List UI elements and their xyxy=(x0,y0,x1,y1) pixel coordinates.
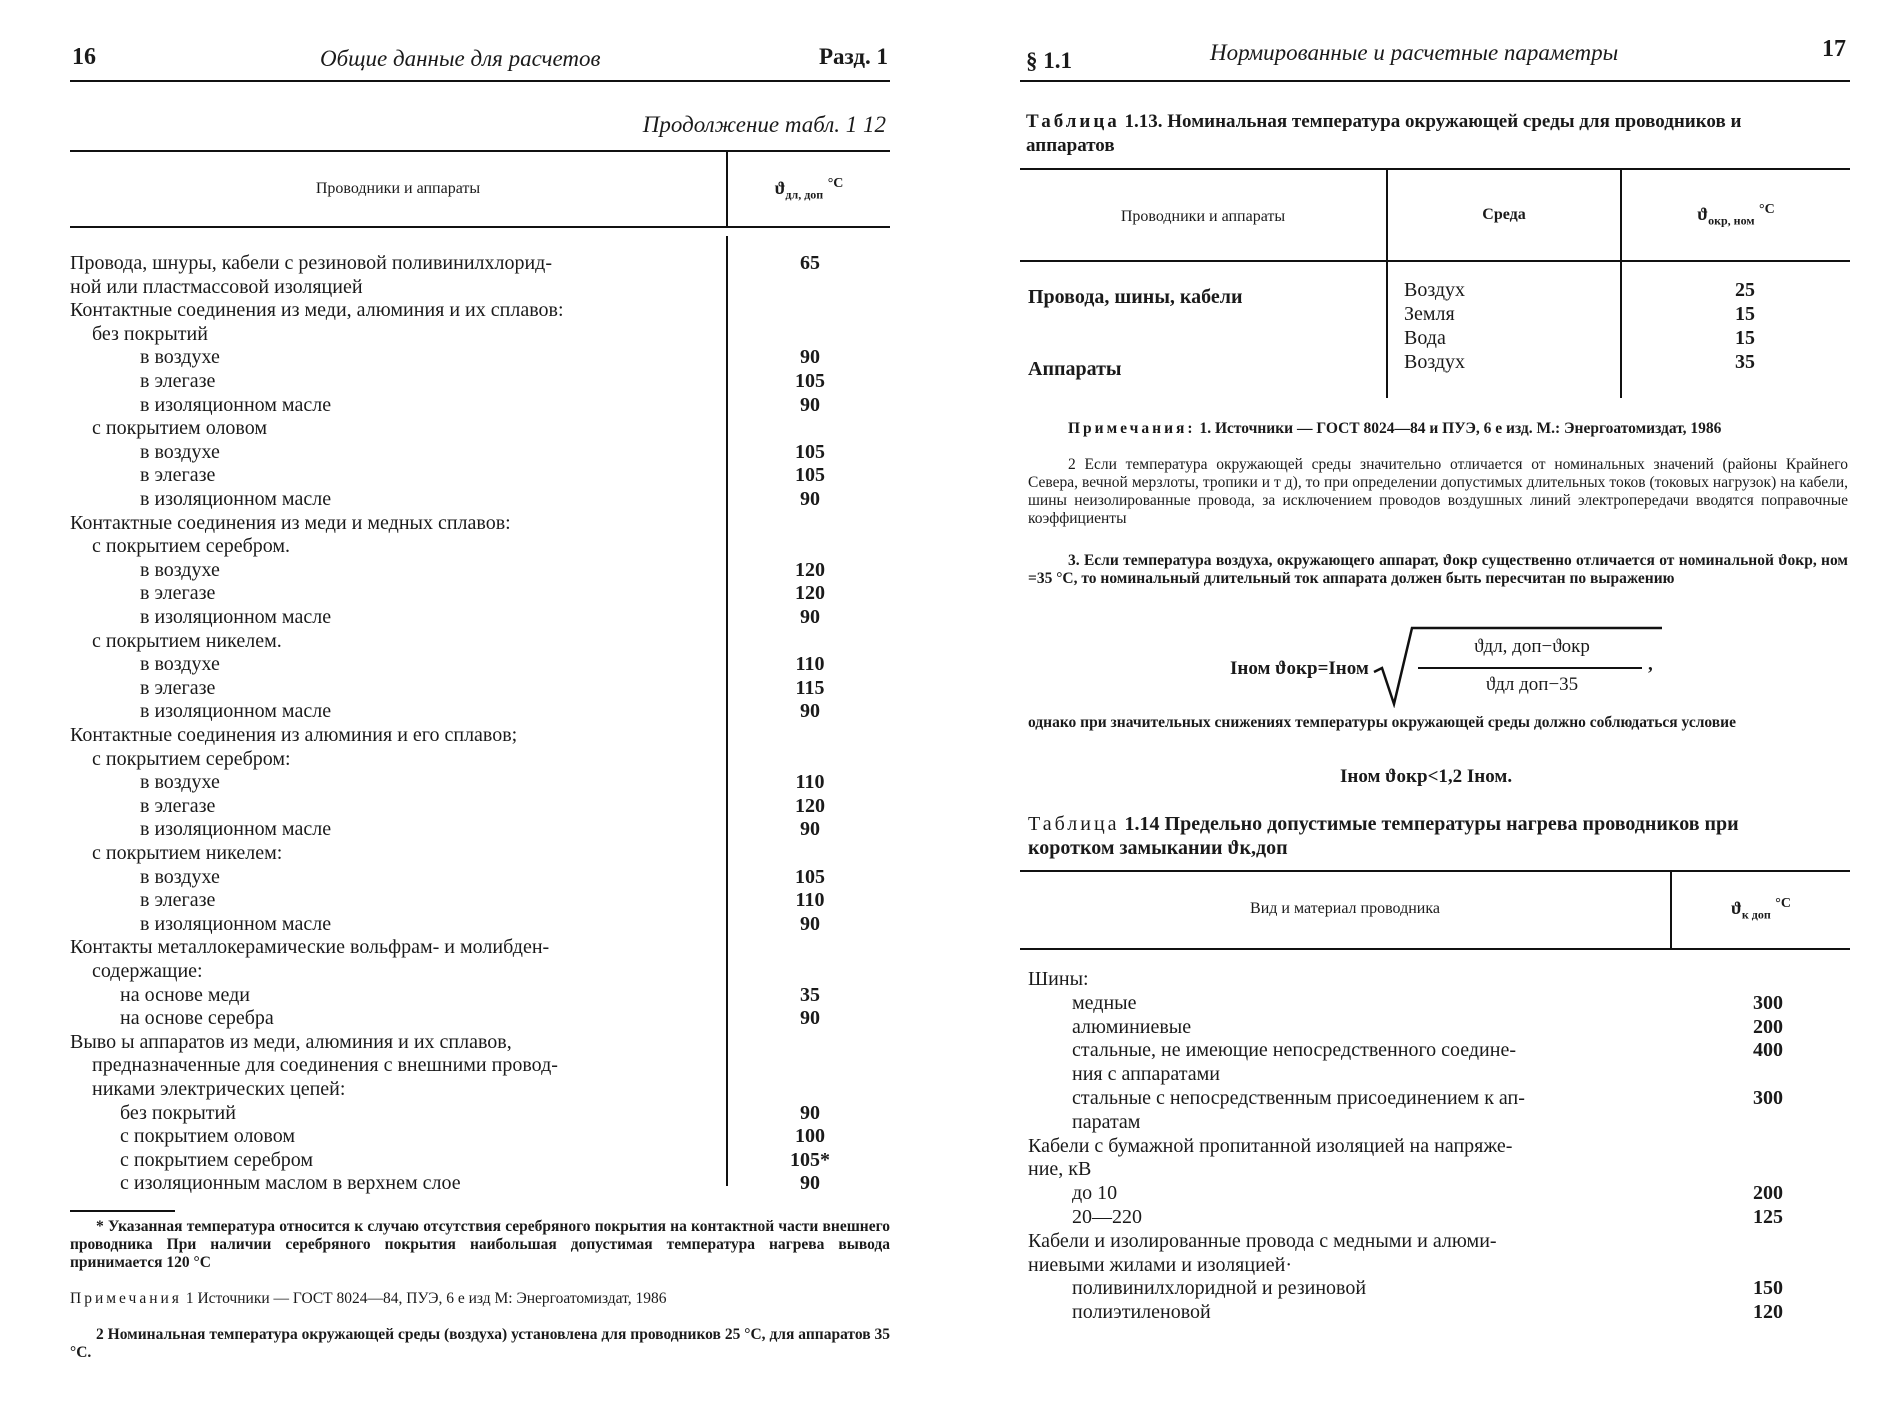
table-1-14-title: Таблица 1.14 Предельно допустимые температуры нагрева проводников при коротком замыкании ϑк,доп xyxy=(1028,813,1739,859)
row-value: 120 xyxy=(795,558,825,581)
row-label: на основе меди xyxy=(120,983,251,1006)
after-formula: однако при значительных снижениях температуры окружающей среды должно соблюдаться условие xyxy=(1028,714,1736,731)
row-value: 125 xyxy=(1753,1206,1783,1228)
row-value: 35 xyxy=(800,983,820,1006)
row-value: 105 xyxy=(795,440,825,463)
table-row xyxy=(70,818,890,842)
right-section: § 1.1 xyxy=(1026,48,1072,73)
row-label: в воздухе xyxy=(140,558,220,581)
row-label: паратам xyxy=(1072,1110,1141,1133)
row-value: 400 xyxy=(1753,1039,1783,1062)
row-value: 90 xyxy=(800,393,820,416)
notes: Примечания 1 Источники — ГОСТ 8024—84, ПУЭ, 6 е изд М: Энергоатомиздат, 1986 xyxy=(70,1290,667,1307)
right-running-title: Нормированные и расчетные параметры xyxy=(1210,40,1619,65)
table-row xyxy=(70,346,890,370)
row-value: 120 xyxy=(795,582,825,605)
row-label: медные xyxy=(1072,991,1137,1014)
row-value: 300 xyxy=(1753,991,1783,1014)
row-label: на основе серебра xyxy=(120,1007,274,1030)
table-row xyxy=(70,677,890,701)
table-row xyxy=(1020,1254,1850,1278)
row-label: алюминиевые xyxy=(1072,1015,1192,1038)
table-row xyxy=(70,535,890,559)
row-value: 115 xyxy=(795,676,825,699)
footnote: * Указанная температура относится к случаю отсутствия серебряного покрытия на контактной части внешнего проводника При наличии серебряного покрытия наибольшая допустимая температура нагрева вывода принимается 120 °С xyxy=(70,1218,890,1271)
row-label: Контактные соединения из меди и медных сплавов: xyxy=(70,511,511,534)
row-label: 20—220 xyxy=(1072,1206,1142,1228)
left-running-head xyxy=(70,40,890,82)
table-row xyxy=(1020,1111,1850,1135)
table-row xyxy=(1020,1039,1850,1063)
note-right-2: 2 Если температура окружающей среды значительно отличается от номинальных значений (районы Крайнего Севера, вечной мерзлоты, тропики и т д), то при определении допустимых длительных токов (токовых нагрузок) на кабели, шины неизолированные провода, за исключением проводов воздушных линий электропередачи вводятся поправочные коэффициенты xyxy=(1028,456,1848,527)
table-row xyxy=(70,512,890,536)
row-label: содержащие: xyxy=(92,960,203,982)
row-label: в элегазе xyxy=(140,370,216,392)
row-label: Шины: xyxy=(1028,968,1089,990)
left-page-number: 16 xyxy=(72,44,96,70)
table-row xyxy=(1020,1016,1850,1040)
table-1-13-title: Таблица 1.13. Номинальная температура окружающей среды для проводников и аппаратов xyxy=(1026,111,1742,156)
right-page xyxy=(1020,0,1850,1409)
table-1-14 xyxy=(1020,870,1850,1340)
row-value: 90 xyxy=(800,912,820,935)
row-value: 120 xyxy=(1753,1301,1783,1324)
note-2: 2 Номинальная температура окружающей среды (воздуха) установлена для проводников 25 °С, для аппаратов 35 °С. xyxy=(70,1326,890,1361)
table-row xyxy=(70,700,890,724)
row-label: в элегазе xyxy=(140,889,216,912)
table-row xyxy=(70,299,890,323)
table-row xyxy=(1020,1182,1850,1206)
row-value: 105 xyxy=(795,865,825,888)
left-section: Разд. 1 xyxy=(818,44,888,69)
table-row xyxy=(70,464,890,488)
table-row xyxy=(70,276,890,300)
table-row xyxy=(1020,1087,1850,1111)
table-row xyxy=(70,889,890,913)
row-label: до 10 xyxy=(1072,1182,1118,1205)
row-label: Выво ы аппаратов из меди, алюминия и их сплавов, xyxy=(70,1030,512,1053)
row-value: 90 xyxy=(800,700,820,723)
row-label: с покрытием оловом xyxy=(92,417,268,440)
row-label: ния с аппаратами xyxy=(1072,1063,1220,1086)
row-value: 90 xyxy=(800,1172,820,1195)
temp-values: 25 15 15 35 xyxy=(1735,279,1755,373)
row-label: в элегазе xyxy=(140,794,216,817)
row-label: Контакты металлокерамические вольфрам- и молибден- xyxy=(70,936,550,959)
row-value: 105 xyxy=(795,464,825,487)
row-label: ниевыми жилами и изоляцией· xyxy=(1028,1253,1293,1276)
table-row xyxy=(1020,1135,1850,1159)
table-row xyxy=(70,748,890,772)
table-row xyxy=(70,936,890,960)
row-label: Провода, шнуры, кабели с резиновой поливинилхлорид- xyxy=(70,252,553,274)
row-value: 90 xyxy=(800,606,820,628)
row-label: в воздухе xyxy=(140,771,220,794)
table-row xyxy=(70,1149,890,1173)
table-row xyxy=(70,653,890,677)
table-row xyxy=(70,323,890,347)
table-row xyxy=(1020,968,1850,992)
row-label: полиэтиленовой xyxy=(1072,1301,1211,1324)
formula-comma: , xyxy=(1648,654,1653,675)
table-row xyxy=(70,441,890,465)
table-row xyxy=(1020,992,1850,1016)
table-row xyxy=(70,370,890,394)
col-header-temp: $ϑ_{дл, доп}$ $^{^\circ С}$ xyxy=(774,176,844,202)
table-row xyxy=(70,630,890,654)
row-label: с покрытием серебром: xyxy=(92,747,291,770)
col-header-medium: Среда xyxy=(1482,206,1526,223)
row-label: в воздухе xyxy=(140,653,220,676)
row-label: в элегазе xyxy=(140,582,216,605)
table-row xyxy=(70,984,890,1008)
table-row xyxy=(70,1031,890,1055)
row-label: предназначенные для соединения с внешними провод- xyxy=(92,1054,558,1077)
row-value: 105* xyxy=(790,1148,830,1171)
left-running-title: Общие данные для расчетов xyxy=(320,46,601,71)
table-row xyxy=(70,582,890,606)
row-label: в изоляционном масле xyxy=(140,818,332,841)
col-header-conductors: Проводники и аппараты xyxy=(1120,208,1286,225)
col-header-conductors: Проводники и аппараты xyxy=(315,180,481,197)
row-value: 90 xyxy=(800,1007,820,1030)
formula-denominator: ϑдл доп−35 xyxy=(1485,674,1579,695)
row-label: в изоляционном масле xyxy=(140,393,332,416)
row-value: 100 xyxy=(795,1125,825,1148)
table-row xyxy=(1020,1301,1850,1325)
row-label: с покрытием оловом xyxy=(120,1125,296,1148)
row-label: в воздухе xyxy=(140,346,220,369)
row-value: 150 xyxy=(1753,1277,1783,1300)
right-page-number: 17 xyxy=(1822,36,1846,62)
row-value: 90 xyxy=(800,818,820,841)
row-value: 110 xyxy=(795,889,825,912)
table-row xyxy=(70,488,890,512)
table-1-13 xyxy=(1020,168,1850,398)
row-label: в воздухе xyxy=(140,865,220,888)
row-value: 90 xyxy=(800,346,820,369)
row-label: ние, кВ xyxy=(1028,1158,1092,1181)
note-right-3: 3. Если температура воздуха, окружающего аппарат, ϑокр существенно отличается от номинальной ϑокр, ном =35 °С, то номинальный длительный ток аппарата должен быть пересчитан по выражению xyxy=(1028,552,1848,587)
row-label: ной или пластмассовой изоляцией xyxy=(70,275,363,298)
row-value: 120 xyxy=(795,794,825,817)
row-label: с покрытием серебром xyxy=(120,1148,314,1171)
notes-right-1: Примечания: 1. Источники — ГОСТ 8024—84 и ПУЭ, 6 е изд. М.: Энергоатомиздат, 1986 xyxy=(1068,420,1722,437)
continuation-label: Продолжение табл. 1 12 xyxy=(642,112,886,137)
table-row xyxy=(70,913,890,937)
row-label: в изоляционном масле xyxy=(140,700,332,723)
table-row xyxy=(1020,1230,1850,1254)
row-label: в воздухе xyxy=(140,440,220,463)
row-label: в изоляционном масле xyxy=(140,912,332,935)
row-value: 105 xyxy=(795,370,825,392)
group-conductors: Провода, шины, кабели xyxy=(1028,286,1243,308)
row-value: 200 xyxy=(1753,1182,1783,1205)
row-label: в элегазе xyxy=(140,464,216,487)
row-label: в элегазе xyxy=(140,676,216,699)
row-label: стальные, не имеющие непосредственного соедине- xyxy=(1072,1039,1517,1062)
row-value: 300 xyxy=(1753,1087,1783,1109)
row-label: в изоляционном масле xyxy=(140,488,332,510)
group-apparatus: Аппараты xyxy=(1028,358,1122,380)
row-value: 110 xyxy=(795,653,825,676)
table-1-12 xyxy=(70,150,890,1195)
row-label: стальные с непосредственным присоединением к ап- xyxy=(1072,1087,1525,1109)
row-value: 90 xyxy=(800,488,820,510)
table-row xyxy=(70,417,890,441)
row-label: с покрытием никелем: xyxy=(92,842,283,864)
left-page xyxy=(70,0,890,1409)
row-label: без покрытий xyxy=(120,1101,236,1124)
row-value: 200 xyxy=(1753,1015,1783,1038)
table-row xyxy=(70,866,890,890)
table-row xyxy=(70,559,890,583)
right-running-head xyxy=(1020,36,1850,82)
row-label: без покрытий xyxy=(92,322,208,345)
condition: Iном ϑокр<1,2 Iном. xyxy=(1340,766,1513,787)
table-row xyxy=(70,724,890,748)
row-value: 65 xyxy=(800,252,820,274)
table-row xyxy=(70,252,890,276)
row-label: Кабели и изолированные провода с медными и алюми- xyxy=(1028,1229,1497,1252)
col-header-type: Вид и материал проводника xyxy=(1250,900,1440,917)
table-row xyxy=(70,795,890,819)
formula-left: Iном ϑокр=Iном xyxy=(1230,658,1369,679)
formula-numerator: ϑдл, доп−ϑокр xyxy=(1474,636,1590,657)
row-label: в изоляционном масле xyxy=(140,606,332,628)
table-row xyxy=(70,1102,890,1126)
table-row xyxy=(70,1078,890,1102)
row-value: 90 xyxy=(800,1101,820,1124)
row-label: Контактные соединения из алюминия и его сплавов; xyxy=(70,724,518,746)
table-row xyxy=(70,1007,890,1031)
table-row xyxy=(70,1125,890,1149)
table-row xyxy=(1020,1158,1850,1182)
table-row xyxy=(70,1054,890,1078)
table-row xyxy=(1020,1063,1850,1087)
row-label: с покрытием никелем. xyxy=(92,629,282,652)
row-label: с изоляционным маслом в верхнем слое xyxy=(120,1172,461,1195)
table-row xyxy=(70,842,890,866)
table-row xyxy=(1020,1277,1850,1301)
row-label: поливинилхлоридной и резиновой xyxy=(1072,1277,1367,1300)
row-label: никами электрических цепей: xyxy=(92,1078,346,1100)
table-row xyxy=(1020,1206,1850,1230)
table-row xyxy=(70,606,890,630)
media-list: Воздух Земля Вода Воздух xyxy=(1404,279,1466,373)
row-value: 110 xyxy=(795,771,825,794)
row-label: Кабели с бумажной пропитанной изоляцией на напряже- xyxy=(1028,1134,1513,1157)
table-row xyxy=(70,1172,890,1196)
col-header-temp: $ϑ_{окр, ном}$ $^{^\circ С}$ xyxy=(1697,202,1775,228)
table-row xyxy=(70,960,890,984)
row-label: с покрытием серебром. xyxy=(92,535,291,558)
col-header-temp: $ϑ_{к доп}$ $^{^\circ С}$ xyxy=(1731,896,1791,922)
table-row xyxy=(70,771,890,795)
row-label: Контактные соединения из меди, алюминия и их сплавов: xyxy=(70,299,564,322)
table-row xyxy=(70,394,890,418)
